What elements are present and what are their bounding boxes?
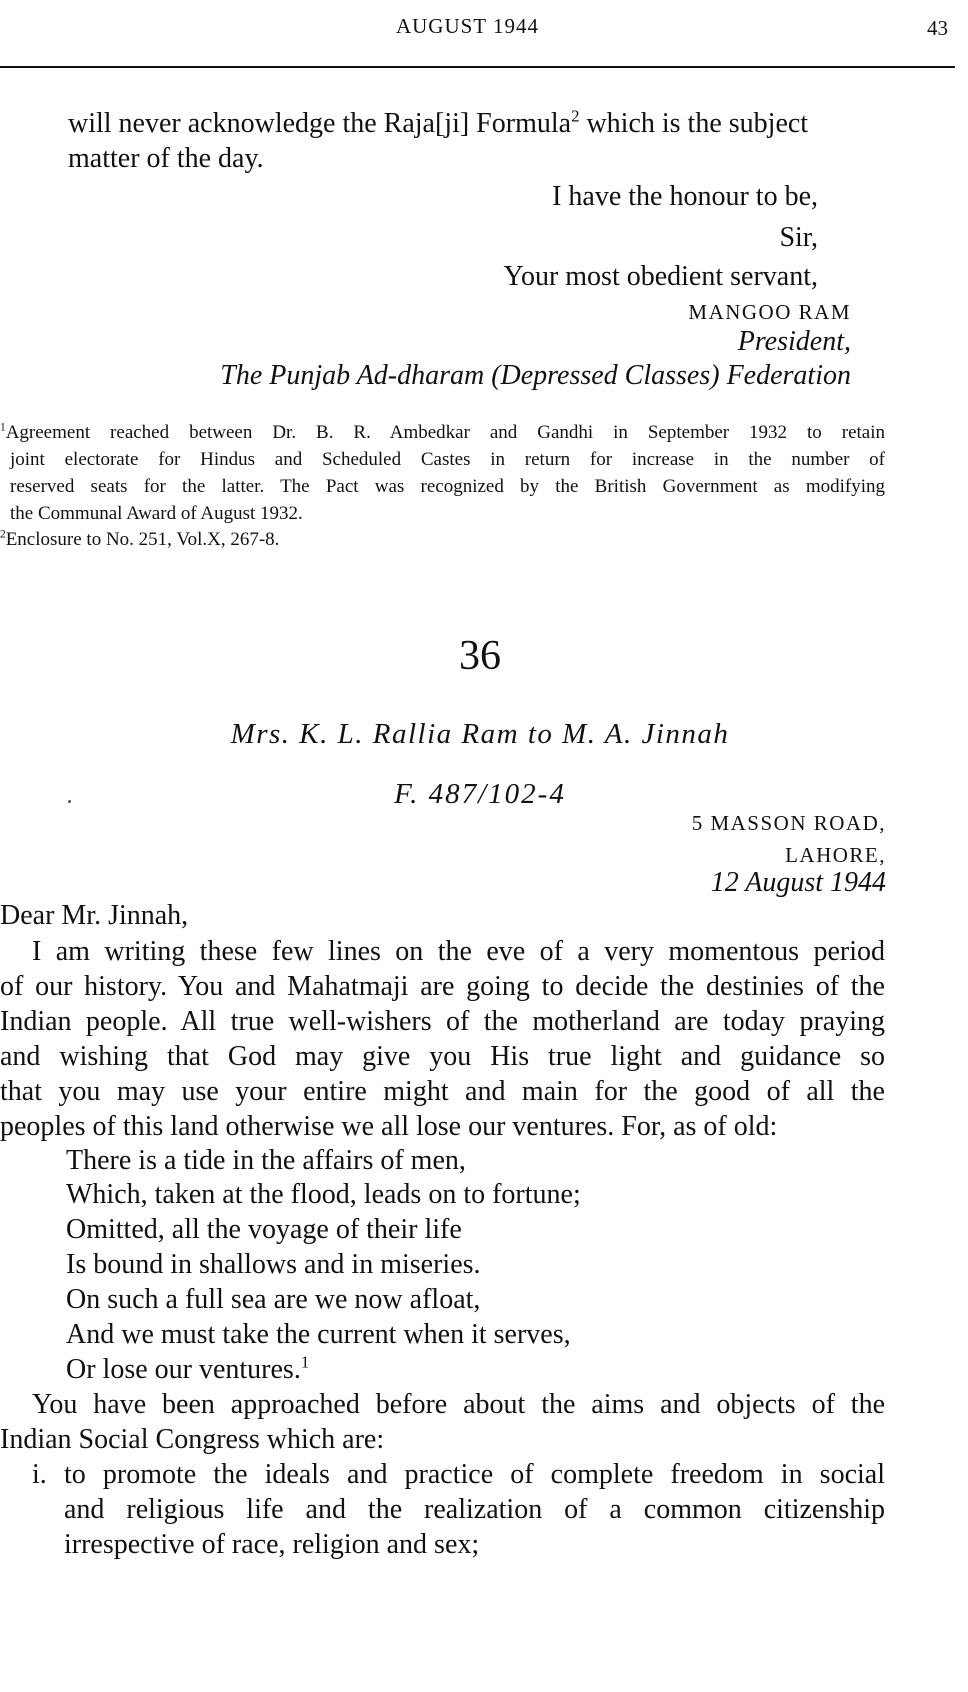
para2-line-1: You have been approached before about the aims and objects of the xyxy=(32,1389,885,1420)
para1-line-3: Indian people. All true well-wishers of the motherland are today praying xyxy=(0,1006,885,1037)
para1-line-5: that you may use your entire might and main for the good of all the xyxy=(0,1076,885,1107)
signatory-organization: The Punjab Ad-dharam (Depressed Classes) Federation xyxy=(220,360,851,391)
document-title: Mrs. K. L. Rallia Ram to M. A. Jinnah xyxy=(230,718,730,750)
verse-line-7: Or lose our ventures.$^1$ xyxy=(66,1352,310,1385)
address-line-2: LAHORE, xyxy=(785,843,886,867)
verse-line-3: Omitted, all the voyage of their life xyxy=(66,1214,462,1245)
verse-line-4: Is bound in shallows and in miseries. xyxy=(66,1249,481,1280)
para1-line-6: peoples of this land otherwise we all lose our ventures. For, as of old: xyxy=(0,1111,778,1142)
verse-line-6: And we must take the current when it serves, xyxy=(66,1319,571,1350)
verse-line-2: Which, taken at the flood, leads on to fortune; xyxy=(66,1179,581,1210)
closing-line-3: Your most obedient servant, xyxy=(503,261,818,292)
running-header: AUGUST 1944 xyxy=(395,14,540,38)
salutation: Dear Mr. Jinnah, xyxy=(0,900,189,931)
address-line-1: 5 MASSON ROAD, xyxy=(691,811,886,835)
header-rule xyxy=(0,66,955,68)
list-item-line-1: to promote the ideals and practice of complete freedom in social xyxy=(64,1459,885,1490)
letter-body-line-1: will never acknowledge the Raja[ji] Formula$^2$ which is the subject xyxy=(68,106,809,139)
list-item-line-2: and religious life and the realization of a common citizenship xyxy=(64,1494,885,1525)
para2-line-2: Indian Social Congress which are: xyxy=(0,1424,385,1455)
para1-line-1: I am writing these few lines on the eve of a very momentous period xyxy=(32,936,885,967)
para1-line-2: of our history. You and Mahatmaji are going to decide the destinies of the xyxy=(0,971,885,1002)
closing-line-2: Sir, xyxy=(779,222,818,253)
letter-date: 12 August 1944 xyxy=(710,867,886,898)
letter-body-line-2: matter of the day. xyxy=(68,143,264,174)
footnote-ref-2: 2 xyxy=(571,106,580,126)
footnote-1: $^1$Agreement reached between Dr. B. R. Ambedkar and Gandhi in September 1932 to retain joint electorate for Hindus and Scheduled Castes in return for increase in the number of reserved seats for the latter. The Pact was recognized by the British Government as modifying the Communal Award of August 1932. xyxy=(0,421,885,524)
list-item-line-3: irrespective of race, religion and sex; xyxy=(64,1529,480,1560)
signatory-name: MANGOO RAM xyxy=(688,300,851,324)
signatory-title: President, xyxy=(737,326,851,357)
verse-line-5: On such a full sea are we now afloat, xyxy=(66,1284,481,1315)
list-item-marker: i. xyxy=(32,1459,47,1490)
stray-mark xyxy=(68,800,71,803)
page-number: 43 xyxy=(927,16,948,40)
para1-line-4: and wishing that God may give you His true light and guidance so xyxy=(0,1041,885,1072)
document-number: 36 xyxy=(459,633,501,679)
closing-line-1: I have the honour to be, xyxy=(552,181,818,212)
verse-line-1: There is a tide in the affairs of men, xyxy=(66,1145,466,1176)
footnote-2: $^2$Enclosure to No. 251, Vol.X, 267-8. xyxy=(0,528,280,550)
document-reference: F. 487/102-4 xyxy=(394,778,566,810)
footnote-ref-1: 1 xyxy=(300,1352,310,1372)
